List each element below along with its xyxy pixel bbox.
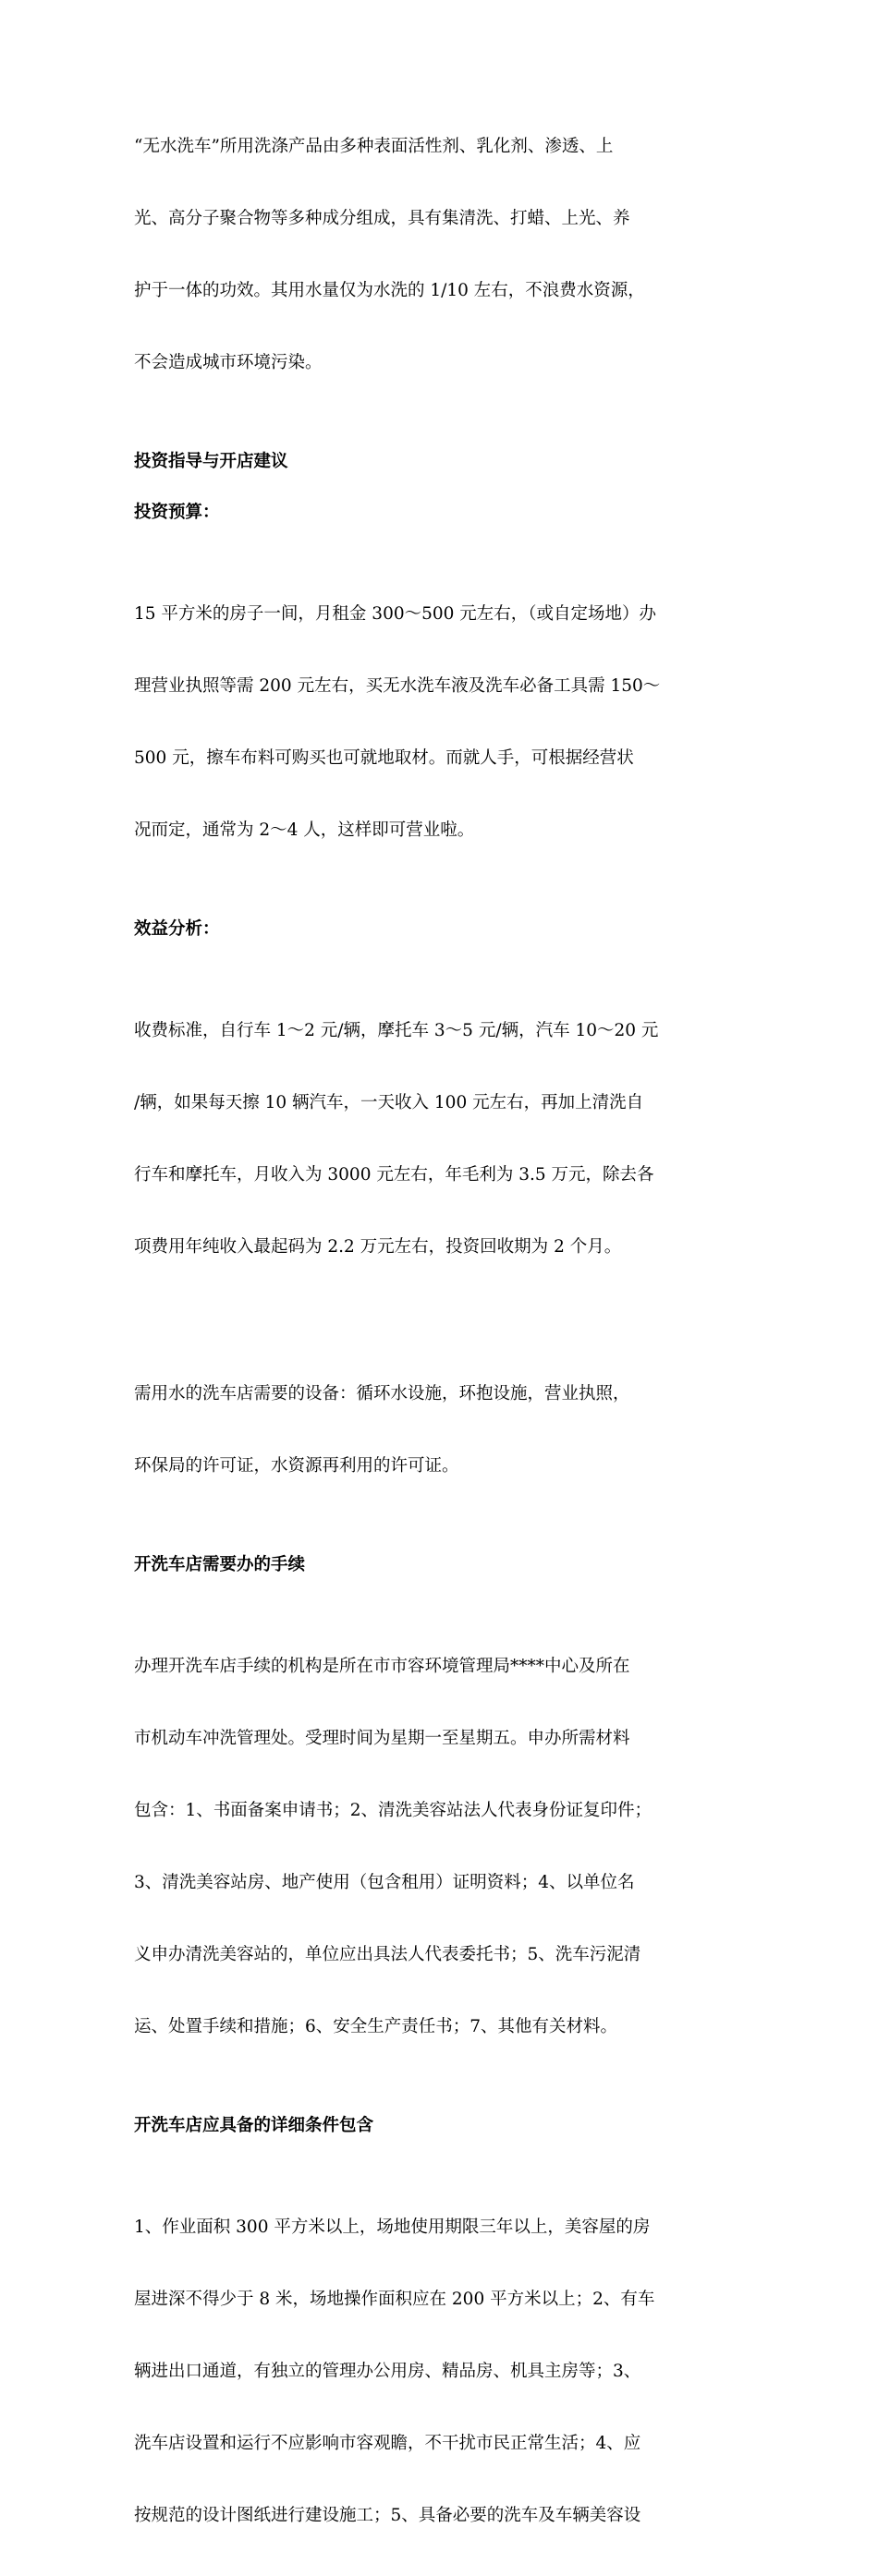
paragraph-equipment xyxy=(134,1334,746,1526)
text-line: 义申办清洗美容站的，单位应出具法人代表委托书；5、洗车污泥清 xyxy=(134,1945,641,1964)
text-line: 3、清洗美容站房、地产使用（包含租用）证明资料；4、以单位名 xyxy=(134,1873,635,1892)
paragraph-budget xyxy=(134,554,746,891)
heading-benefit-analysis: 效益分析： xyxy=(134,919,220,939)
heading-investment-budget: 投资预算： xyxy=(134,503,220,522)
text-line: 护于一体的功效。其用水量仅为水洗的 1/10 左右，不浪费水资源， xyxy=(134,281,645,300)
text-line: 环保局的许可证，水资源再利用的许可证。 xyxy=(134,1456,459,1476)
text-line: 500 元，擦车布料可购买也可就地取材。而就人手，可根据经营状 xyxy=(134,748,634,768)
text-line: 理营业执照等需 200 元左右，买无水洗车液及洗车必备工具需 150～ xyxy=(134,676,661,696)
text-line: 况而定，通常为 2～4 人，这样即可营业啦。 xyxy=(134,820,475,840)
text-line: 1、作业面积 300 平方米以上，场地使用期限三年以上，美容屋的房 xyxy=(134,2218,651,2237)
text-line: 市机动车冲洗管理处。受理时间为星期一至星期五。申办所需材料 xyxy=(134,1729,630,1748)
text-line: 按规范的设计图纸进行建设施工；5、具备必要的洗车及车辆美容设 xyxy=(134,2506,641,2525)
text-line: 需用水的洗车店需要的设备：循环水设施，环抱设施，营业执照， xyxy=(134,1384,630,1403)
text-line: 包含：1、书面备案申请书；2、清洗美容站法人代表身份证复印件； xyxy=(134,1801,652,1820)
text-line: 行车和摩托车，月收入为 3000 元左右，年毛利为 3.5 万元，除去各 xyxy=(134,1165,654,1185)
text-line: 项费用年纯收入最起码为 2.2 万元左右，投资回收期为 2 个月。 xyxy=(134,1237,622,1257)
text-line: 运、处置手续和措施；6、安全生产责任书；7、其他有关材料。 xyxy=(134,2017,618,2036)
text-line: 屋进深不得少于 8 米，场地操作面积应在 200 平方米以上；2、有车 xyxy=(134,2290,655,2309)
text-line: 洗车店设置和运行不应影响市容观瞻，不干扰市民正常生活；4、应 xyxy=(134,2434,641,2453)
text-line: “无水洗车”所用洗涤产品由多种表面活性剂、乳化剂、渗透、上 xyxy=(134,137,614,156)
document-body xyxy=(134,87,746,2576)
text-line: 15 平方米的房子一间，月租金 300～500 元左右，（或自定场地）办 xyxy=(134,604,657,624)
heading-procedures: 开洗车店需要办的手续 xyxy=(134,1555,306,1574)
text-line: 收费标准，自行车 1～2 元/辆，摩托车 3～5 元/辆，汽车 10～20 元 xyxy=(134,1021,659,1040)
text-line: 光、高分子聚合物等多种成分组成，具有集清洗、打蜡、上光、养 xyxy=(134,209,630,228)
paragraph-conditions xyxy=(134,2168,746,2576)
paragraph-procedures xyxy=(134,1607,746,2087)
paragraph-benefit xyxy=(134,971,746,1307)
paragraph-waterless-intro xyxy=(134,87,746,423)
heading-investment-guide: 投资指导与开店建议 xyxy=(134,452,288,471)
text-line: 辆进出口通道，有独立的管理办公用房、精品房、机具主房等；3、 xyxy=(134,2362,641,2381)
text-line: 办理开洗车店手续的机构是所在市市容环境管理局****中心及所在 xyxy=(134,1657,630,1676)
text-line: 不会造成城市环境污染。 xyxy=(134,353,323,372)
text-line: /辆，如果每天擦 10 辆汽车，一天收入 100 元左右，再加上清洗自 xyxy=(134,1093,644,1112)
heading-conditions: 开洗车店应具备的详细条件包含 xyxy=(134,2116,374,2135)
